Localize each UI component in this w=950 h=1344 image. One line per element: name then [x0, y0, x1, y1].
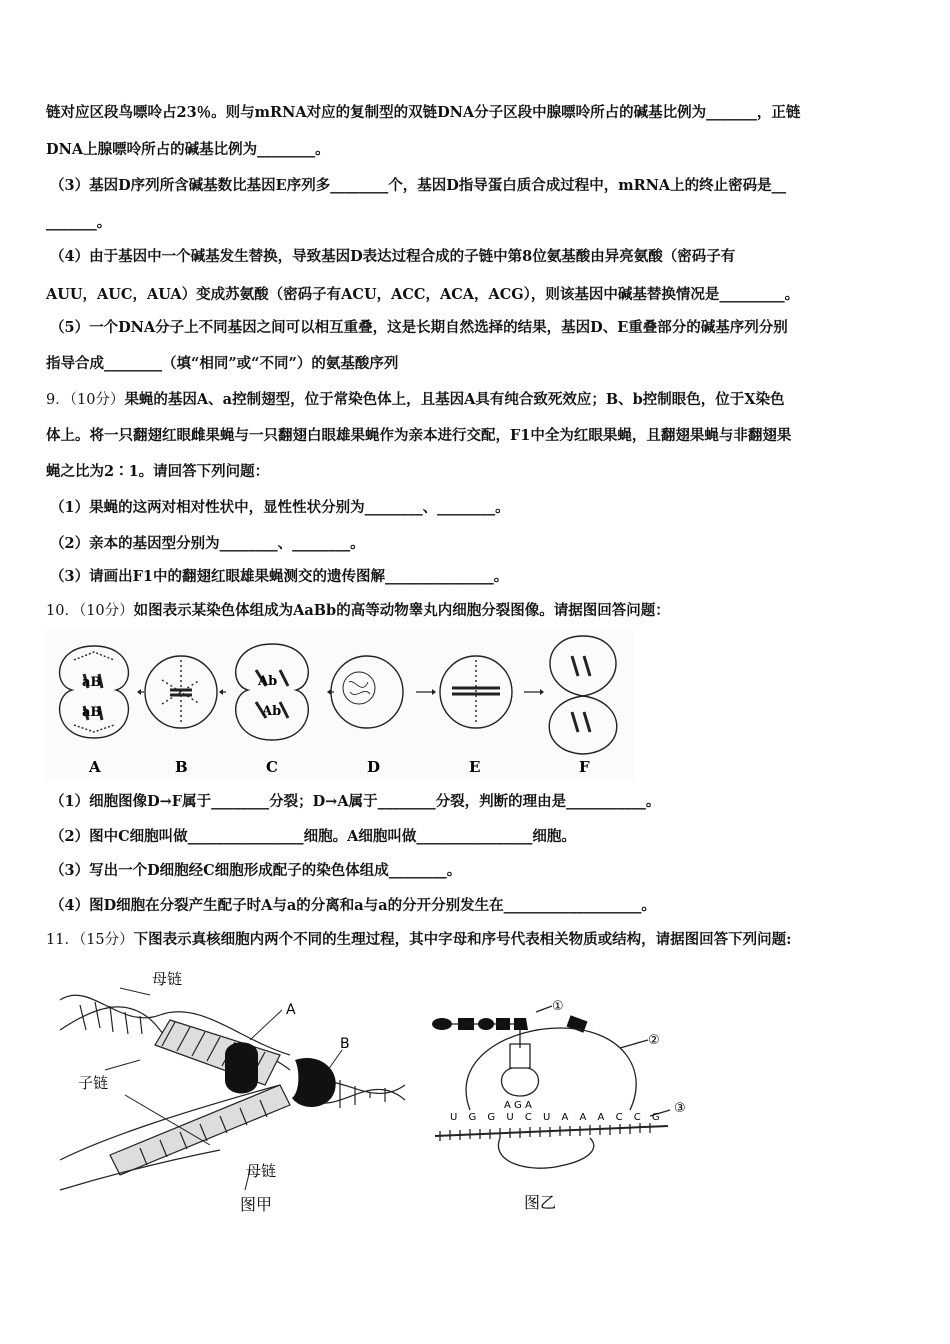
yi-label-2: ② — [648, 1033, 660, 1048]
q10-stem-line — [46, 601, 670, 621]
q9-number: 9．（10分） — [46, 392, 125, 408]
cell-label-b: B — [175, 758, 188, 776]
text-line-4: _______。 — [46, 214, 112, 231]
figure-yi — [430, 988, 700, 1218]
text-line-8: 指导合成________（填“相同”或“不同”）的氨基酸序列 — [46, 355, 399, 372]
jia-mother-strand-top: 母链 — [152, 970, 183, 988]
cell-c-label-bot: Ab — [262, 704, 282, 719]
text-line-3: （3）基因D序列所含碱基数比基因E序列多________个，基因D指导蛋白质合成过程中，mRNA上的终止密码是__ — [50, 177, 787, 194]
q10-sub-3: （3）写出一个D细胞经C细胞形成配子的染色体组成________。 — [50, 862, 462, 879]
q11-stem-line — [46, 930, 792, 950]
q9-stem-line-1 — [46, 390, 784, 410]
text-line-6: AUU，AUC，AUA）变成苏氨酸（密码子有ACU，ACC，ACA，ACG），则该基因中碱基替换情况是_________。 — [46, 286, 800, 303]
q10-stem: 如图表示某染色体组成为AaBb的高等动物睾丸内细胞分裂图像。请据图回答问题： — [133, 602, 670, 619]
cell-label-d: D — [367, 758, 381, 776]
yi-caption: 图乙 — [524, 1193, 557, 1212]
cell-division-figure — [44, 630, 634, 780]
jia-caption: 图甲 — [240, 1195, 273, 1214]
q10-number: 10．（10分） — [46, 603, 134, 619]
q10-sub-1: （1）细胞图像D→F属于________分裂；D→A属于________分裂，判断的理由是___________。 — [50, 793, 661, 810]
text-line-5: （4）由于基因中一个碱基发生替换，导致基因D表达过程合成的子链中第8位氨基酸由异亮氨酸（密码子有 — [50, 248, 736, 265]
q9-stem-3: 蝇之比为2∶1。请回答下列问题： — [46, 463, 270, 480]
q11-stem: 下图表示真核细胞内两个不同的生理过程，其中字母和序号代表相关物质或结构，请据图回答下列问题: — [133, 931, 792, 948]
yi-mrna-sequence: U G G U C U A A A C C G — [450, 1112, 664, 1123]
jia-mother-strand-bottom: 母链 — [246, 1162, 277, 1180]
yi-label-1: ① — [552, 999, 564, 1014]
cell-a-label-top: aB — [82, 675, 102, 690]
cell-label-e: E — [469, 758, 481, 776]
q10-sub-4: （4）图D细胞在分裂产生配子时A与a的分离和a与a的分开分别发生在___________________。 — [50, 897, 656, 914]
cell-label-f: F — [579, 758, 590, 776]
yi-label-3: ③ — [674, 1101, 686, 1116]
text-line-2: DNA上腺嘌呤所占的碱基比例为________。 — [46, 141, 330, 158]
q11-number: 11．（15分） — [46, 932, 134, 948]
jia-label-a: A — [286, 1002, 296, 1018]
cell-c-label-top: Ab — [258, 674, 278, 689]
cell-label-a: A — [89, 758, 101, 776]
figure-jia — [50, 960, 420, 1220]
yi-anticodon: A G A — [504, 1100, 532, 1111]
jia-child-strand: 子链 — [78, 1074, 109, 1092]
q9-stem-1: 果蝇的基因A、a控制翅型，位于常染色体上，且基因A具有纯合致死效应；B、b控制眼色，位于X染色 — [124, 391, 785, 408]
q10-sub-2: （2）图中C细胞叫做________________细胞。A细胞叫做________________细胞。 — [50, 828, 576, 845]
text-line-1: 链对应区段鸟嘌呤占23％。则与mRNA对应的复制型的双链DNA分子区段中腺嘌呤所占的碱基比例为_______，正链 — [46, 104, 801, 121]
q9-stem-2: 体上。将一只翻翅红眼雌果蝇与一只翻翅白眼雄果蝇作为亲本进行交配，F1中全为红眼果蝇，且翻翅果蝇与非翻翅果 — [46, 427, 792, 444]
q9-sub-2: （2）亲本的基因型分别为________、________。 — [50, 535, 365, 552]
cell-label-c: C — [266, 758, 278, 776]
q9-sub-3: （3）请画出F1中的翻翅红眼雄果蝇测交的遗传图解_______________。 — [50, 568, 509, 585]
q9-sub-1: （1）果蝇的这两对相对性状中，显性性状分别为________、________。 — [50, 499, 510, 516]
jia-label-b: B — [340, 1036, 350, 1052]
cell-a-label-bot: aB — [82, 705, 102, 720]
text-line-7: （5）一个DNA分子上不同基因之间可以相互重叠，这是长期自然选择的结果，基因D、E重叠部分的碱基序列分别 — [50, 319, 788, 336]
